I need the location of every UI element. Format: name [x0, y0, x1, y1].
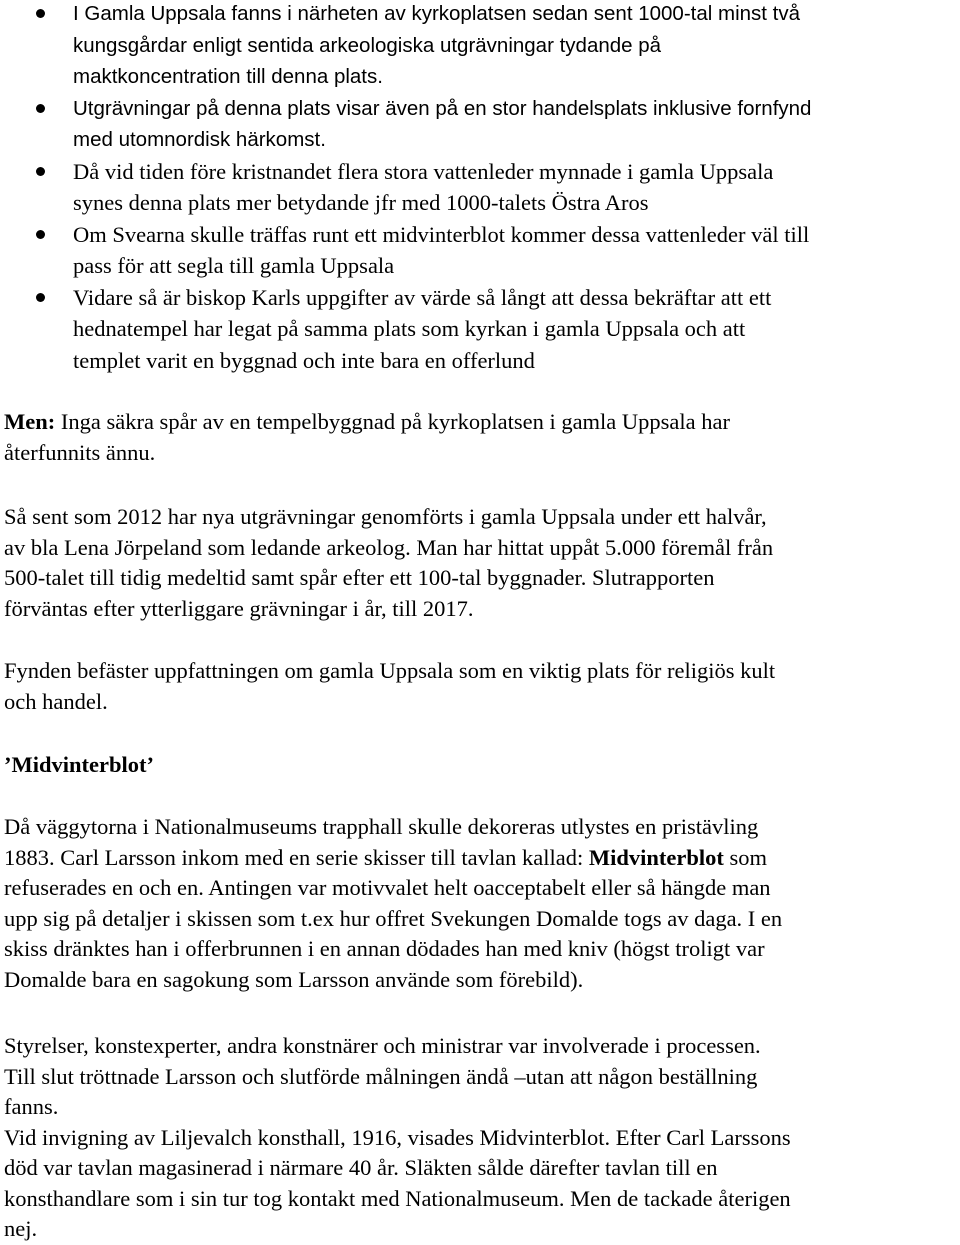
excavation-line-2: av bla Lena Jörpeland som ledande arkeolog. Man har hittat uppåt 5.000 föremål från — [4, 534, 774, 560]
section-heading — [4, 750, 956, 781]
midvinterblot-title: Midvinterblot — [588, 844, 724, 870]
bullet-5-line-3: templet varit en byggnad och inte bara en offerlund — [73, 347, 535, 373]
larsson-line-2-start: 1883. Carl Larsson inkom med en serie skisser till tavlan kallad: — [4, 844, 589, 870]
bullet-2-line-2: med utomnordisk härkomst. — [73, 128, 326, 151]
bullet-3-line-2: synes denna plats mer betydande jfr med 1000-talets Östra Aros — [73, 190, 649, 215]
final-line-6: konsthandlare som i sin tur tog kontakt med Nationalmuseum. Men de tackade återigen — [4, 1185, 791, 1211]
final-line-3: fanns. — [4, 1094, 59, 1119]
final-line-4: Vid invigning av Liljevalch konsthall, 1916, visades Midvinterblot. Efter Carl Larssons — [4, 1124, 791, 1150]
bullet-item-4 — [0, 219, 960, 282]
bullet-5-line-1: Vidare så är biskop Karls uppgifter av värde så långt att dessa bekräftar att ett — [73, 284, 772, 310]
heading-text: ’Midvinterblot’ — [4, 752, 154, 777]
bullet-item-5 — [0, 282, 960, 377]
bullet-1-line-2: kungsgårdar enligt sentida arkeologiska utgrävningar tydande på — [73, 33, 662, 57]
larsson-line-4: upp sig på detaljer i skissen som t.ex hur offret Svekungen Domalde togs av daga. I en — [4, 905, 783, 931]
men-line-2: återfunnits ännu. — [4, 439, 156, 465]
final-line-5: död var tavlan magasinerad i närmare 40 år. Släkten sålde därefter tavlan till en — [4, 1155, 718, 1180]
bullet-5-line-2: hednatempel har legat på samma plats som kyrkan i gamla Uppsala och att — [73, 316, 746, 341]
bullet-3-line-1: Då vid tiden före kristnandet flera stora vattenleder mynnade i gamla Uppsala — [73, 158, 774, 184]
bullet-dot-icon — [36, 9, 45, 18]
men-label: Men: — [4, 409, 56, 434]
men-paragraph — [4, 407, 956, 468]
bullet-dot-icon — [36, 230, 45, 239]
findings-paragraph — [4, 656, 956, 717]
bullet-list — [0, 0, 960, 376]
larsson-line-2-end: som — [723, 844, 768, 870]
bullet-2-line-1: Utgrävningar på denna plats visar även på en stor handelsplats inklusive fornfynd — [73, 96, 812, 120]
larsson-line-3: refuserades en och en. Antingen var motivvalet helt oacceptabelt eller så hängde man — [4, 875, 771, 900]
bullet-item-2 — [0, 93, 960, 156]
bullet-dot-icon — [36, 293, 45, 302]
bullet-1-line-3: maktkoncentration till denna plats. — [73, 65, 383, 88]
larsson-line-1: Då väggytorna i Nationalmuseums trapphall skulle dekoreras utlystes en pristävling — [4, 814, 759, 839]
bullet-item-1 — [0, 0, 960, 93]
final-paragraph — [4, 1031, 956, 1245]
bullet-dot-icon — [36, 104, 45, 113]
larsson-paragraph — [4, 812, 956, 995]
larsson-line-6: Domalde bara en sagokung som Larsson använde som förebild). — [4, 966, 584, 992]
final-line-7: nej. — [4, 1216, 38, 1241]
findings-line-2: och handel. — [4, 688, 108, 714]
final-line-2: Till slut tröttnade Larsson och slutförde målningen ändå –utan att någon beställning — [4, 1063, 758, 1089]
final-line-1: Styrelser, konstexperter, andra konstnärer och ministrar var involverade i processen. — [4, 1033, 761, 1058]
bullet-dot-icon — [36, 167, 45, 176]
larsson-line-5: skiss dränktes han i offerbrunnen i en annan dödades han med kniv (högst troligt var — [4, 936, 765, 961]
men-line-1: Inga säkra spår av en tempelbyggnad på kyrkoplatsen i gamla Uppsala har — [55, 409, 731, 434]
bullet-1-line-1: I Gamla Uppsala fanns i närheten av kyrkoplatsen sedan sent 1000-tal minst två — [73, 2, 801, 25]
excavation-paragraph — [4, 502, 956, 624]
excavation-line-4: förväntas efter ytterliggare grävningar i år, till 2017. — [4, 595, 474, 621]
excavation-line-1: Så sent som 2012 har nya utgrävningar genomförts i gamla Uppsala under ett halvår, — [4, 504, 767, 529]
findings-line-1: Fynden befäster uppfattningen om gamla Uppsala som en viktig plats för religiös kult — [4, 658, 776, 683]
excavation-line-3: 500-talet till tidig medeltid samt spår efter ett 100-tal byggnader. Slutrapporten — [4, 565, 715, 590]
bullet-4-line-2: pass för att segla till gamla Uppsala — [73, 253, 395, 278]
bullet-4-line-1: Om Svearna skulle träffas runt ett midvinterblot kommer dessa vattenleder väl till — [73, 221, 810, 247]
bullet-item-3 — [0, 156, 960, 219]
